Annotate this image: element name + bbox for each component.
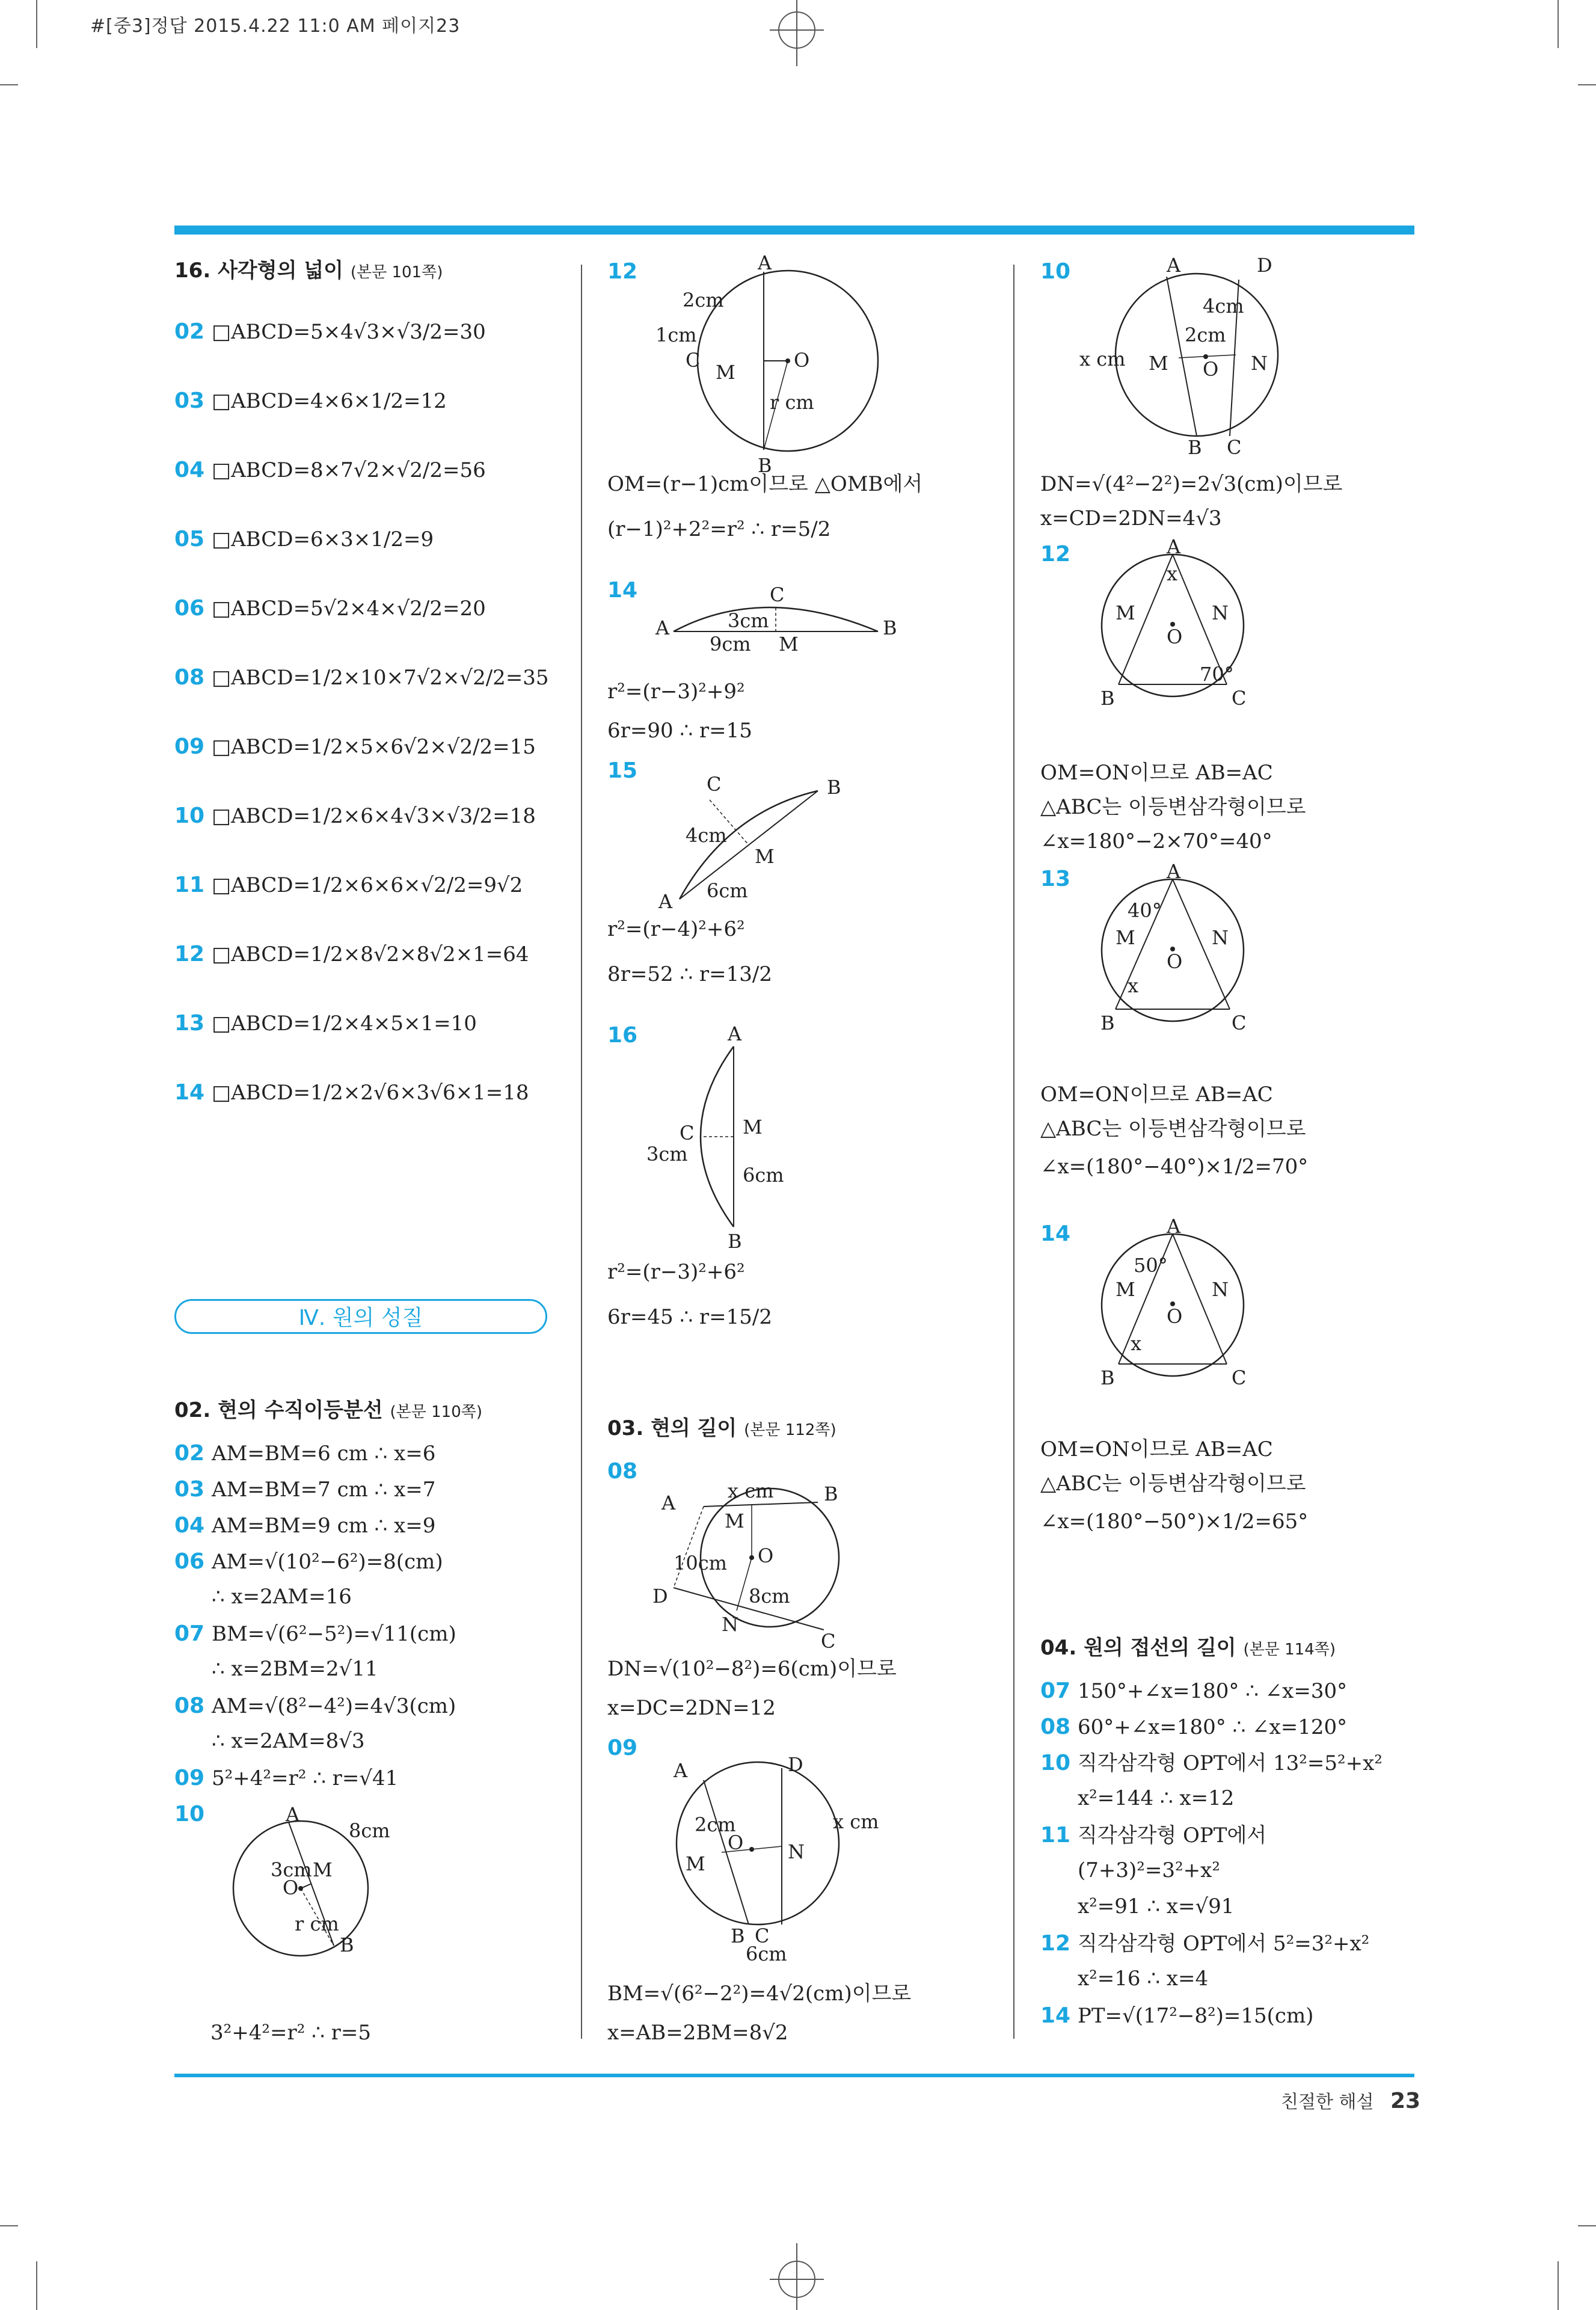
- answer-text: 60°+∠x=180° ∴ ∠x=120°: [1078, 1715, 1348, 1739]
- section-title: [174, 1398, 482, 1423]
- answer-row: [1040, 1678, 1347, 1704]
- label: 40°: [1128, 899, 1162, 922]
- label: O: [1203, 358, 1219, 381]
- question-number: 12: [1040, 542, 1071, 567]
- question-number: 02: [174, 319, 205, 344]
- answer-row: [174, 803, 536, 829]
- label: 2cm: [1185, 324, 1226, 346]
- crop-mark: [36, 0, 37, 48]
- label: A: [1167, 860, 1181, 883]
- label: A: [758, 251, 772, 274]
- label: M: [1149, 352, 1168, 375]
- answer-text: □ABCD=1/2×6×4√3×√3/2=18: [212, 804, 536, 828]
- triangle-diagram: [1076, 860, 1329, 1052]
- answer-row: [174, 1476, 435, 1502]
- answer-text: AM=BM=6 cm ∴ x=6: [212, 1442, 436, 1466]
- question-number: 10: [1040, 259, 1071, 284]
- crop-mark: [36, 2261, 37, 2310]
- label: M: [686, 1852, 705, 1875]
- answer-text: □ABCD=1/2×6×6×√2/2=9√2: [212, 873, 523, 897]
- answer-text: PT=√(17²−8²)=15(cm): [1078, 2004, 1314, 2028]
- question-number: 10: [1040, 1751, 1071, 1775]
- label: 3cm: [728, 609, 769, 632]
- label: M: [1116, 1278, 1135, 1301]
- answer-row: [174, 1010, 477, 1036]
- explanation-line: x=AB=2BM=8√2: [607, 2021, 788, 2045]
- answer-row: [174, 595, 486, 621]
- explanation-line: DN=√(10²−8²)=6(cm)이므로: [607, 1657, 897, 1681]
- label: C: [1227, 436, 1242, 459]
- answer-row: [174, 1585, 352, 1609]
- arc-diagram: [643, 764, 896, 914]
- equation: 3²+4²=r² ∴ r=5: [210, 2021, 372, 2045]
- answer-text: AM=√(8²−4²)=4√3(cm): [212, 1694, 456, 1718]
- label: B: [1100, 1012, 1115, 1034]
- label: 3cm: [646, 1143, 688, 1166]
- answer-text: ∴ x=2AM=8√3: [212, 1729, 365, 1753]
- crop-mark: [1578, 84, 1596, 85]
- answer-row: [1040, 1786, 1234, 1811]
- label: A: [661, 1491, 676, 1514]
- crop-mark: [1558, 0, 1559, 48]
- label: x: [1167, 562, 1178, 585]
- question-number: 06: [174, 596, 205, 621]
- explanation-line: 6r=45 ∴ r=15/2: [607, 1305, 772, 1329]
- label: C: [680, 1122, 695, 1144]
- label: r cm: [770, 391, 814, 414]
- answer-text: x²=144 ∴ x=12: [1078, 1786, 1235, 1810]
- answer-row: [174, 1693, 456, 1719]
- label: A: [1167, 254, 1181, 277]
- answer-text: 5²+4²=r² ∴ r=√41: [212, 1766, 399, 1790]
- crop-mark: [1558, 2261, 1559, 2310]
- question-number: 02: [174, 1441, 205, 1466]
- explanation-line: OM=ON이므로 AB=AC: [1040, 1437, 1273, 1461]
- question-number: 04: [174, 1513, 205, 1538]
- triangle-diagram: [1076, 1215, 1329, 1407]
- explanation-line: DN=√(4²−2²)=2√3(cm)이므로: [1040, 472, 1343, 496]
- answer-text: □ABCD=5√2×4×√2/2=20: [212, 597, 486, 621]
- answer-row: [1040, 1967, 1208, 1991]
- question-number: 09: [174, 734, 205, 759]
- label: B: [1188, 436, 1202, 459]
- explanation-line: x=DC=2DN=12: [607, 1696, 776, 1720]
- question-number: 08: [174, 665, 205, 690]
- question-number: 11: [1040, 1823, 1071, 1848]
- label: B: [1100, 1366, 1115, 1389]
- section-title-text: 16. 사각형의 넓이: [174, 259, 343, 283]
- answer-text: □ABCD=6×3×1/2=9: [212, 527, 434, 551]
- answer-text: AM=BM=9 cm ∴ x=9: [212, 1514, 436, 1538]
- label: 6cm: [743, 1164, 784, 1187]
- answer-row: [174, 872, 523, 898]
- label: A: [658, 890, 673, 913]
- answer-row: [174, 1729, 365, 1754]
- left-column: [174, 259, 559, 2045]
- label: C: [821, 1630, 836, 1653]
- label: B: [824, 1482, 838, 1505]
- label: 4cm: [1203, 295, 1244, 318]
- label: M: [716, 361, 735, 384]
- explanation-line: 8r=52 ∴ r=13/2: [607, 962, 772, 986]
- label: O: [728, 1831, 744, 1854]
- section-title: [607, 1416, 836, 1441]
- answer-row: [174, 319, 486, 345]
- arc-diagram: [643, 1022, 896, 1257]
- label: M: [1116, 601, 1135, 624]
- label: B: [758, 454, 772, 477]
- label: D: [652, 1585, 668, 1608]
- label: M: [725, 1510, 744, 1532]
- page-footer: [1281, 2087, 1420, 2113]
- answer-text: x²=16 ∴ x=4: [1078, 1967, 1209, 1991]
- answer-text: AM=√(10²−6²)=8(cm): [212, 1550, 443, 1574]
- bottom-rule: [174, 2074, 1414, 2077]
- explanation-line: ∠x=180°−2×70°=40°: [1040, 829, 1272, 853]
- label: 6cm: [746, 1943, 787, 1965]
- explanation-line: (r−1)²+2²=r² ∴ r=5/2: [607, 517, 831, 541]
- answer-row: [174, 1657, 378, 1682]
- label: C: [1232, 1366, 1247, 1389]
- explanation-line: OM=(r−1)cm이므로 △OMB에서: [607, 472, 923, 496]
- label: N: [1212, 926, 1229, 949]
- circle-diagram: [1076, 254, 1353, 459]
- question-number: 07: [1040, 1679, 1071, 1703]
- answer-text: □ABCD=1/2×8√2×8√2×1=64: [212, 942, 529, 966]
- answer-text: x²=91 ∴ x=√91: [1078, 1894, 1235, 1918]
- footer-label: 친절한 해설: [1281, 2092, 1374, 2113]
- answer-text: □ABCD=1/2×10×7√2×√2/2=35: [212, 666, 549, 690]
- question-number: 12: [1040, 1931, 1071, 1956]
- triangle-diagram: [1076, 535, 1329, 728]
- label: B: [1100, 687, 1115, 710]
- answer-text: □ABCD=5×4√3×√3/2=30: [212, 320, 486, 344]
- label: 2cm: [683, 289, 724, 312]
- answer-row: [174, 1080, 529, 1105]
- print-slug: #[중3]정답 2015.4.22 11:0 AM 페이지23: [90, 16, 461, 37]
- answer-text: □ABCD=1/2×5×6√2×√2/2=15: [212, 735, 536, 759]
- label: O: [794, 349, 810, 372]
- question-number: 09: [174, 1766, 205, 1790]
- answer-row: [174, 1513, 435, 1538]
- explanation-line: △ABC는 이등변삼각형이므로: [1040, 1472, 1306, 1496]
- answer-text: ∴ x=2BM=2√11: [212, 1657, 378, 1681]
- question-number: 15: [607, 758, 638, 783]
- label: C: [755, 1924, 770, 1947]
- question-number: 10: [174, 803, 205, 828]
- answer-row: [1040, 1858, 1220, 1883]
- question-number: 03: [174, 1477, 205, 1502]
- label: 9cm: [710, 633, 751, 656]
- label: A: [655, 616, 670, 639]
- label: M: [779, 633, 799, 656]
- answer-row: [1040, 1931, 1369, 1956]
- label: N: [722, 1613, 738, 1636]
- label: C: [707, 773, 722, 796]
- label: x cm: [833, 1810, 879, 1833]
- question-number: 14: [1040, 2003, 1071, 2028]
- explanation-line: OM=ON이므로 AB=AC: [1040, 1083, 1273, 1107]
- answer-row: [174, 388, 447, 414]
- page-reference: (본문 114쪽): [1243, 1641, 1336, 1659]
- circle-diagram: [643, 1744, 896, 1965]
- label: 8cm: [349, 1819, 390, 1842]
- explanation-line: r²=(r−4)²+6²: [607, 917, 745, 941]
- question-number: 14: [1040, 1221, 1071, 1246]
- question-number: 08: [1040, 1715, 1071, 1739]
- answer-text: BM=√(6²−5²)=√11(cm): [212, 1622, 456, 1646]
- column-divider: [1013, 265, 1014, 2039]
- explanation-line: ∠x=(180°−50°)×1/2=65°: [1040, 1510, 1309, 1534]
- answer-row: [1040, 1750, 1383, 1776]
- answer-text: □ABCD=8×7√2×√2/2=56: [212, 458, 486, 482]
- registration-mark-top: [767, 0, 827, 66]
- question-number: 08: [174, 1694, 205, 1718]
- answer-row: [174, 1765, 398, 1791]
- question-number: 04: [174, 458, 205, 482]
- label: M: [755, 845, 775, 868]
- section-title-text: 04. 원의 접선의 길이: [1040, 1636, 1236, 1660]
- answer-text: ∴ x=2AM=16: [212, 1585, 352, 1609]
- label: D: [788, 1753, 803, 1776]
- label: B: [827, 776, 841, 799]
- section-title-text: 03. 현의 길이: [607, 1416, 737, 1440]
- explanation-line: 6r=90 ∴ r=15: [607, 719, 752, 743]
- label: C: [1232, 1012, 1247, 1034]
- question-number: 08: [607, 1459, 638, 1484]
- question-number: 06: [174, 1549, 205, 1574]
- answer-row: [174, 526, 434, 552]
- answer-text: AM=BM=7 cm ∴ x=7: [212, 1478, 436, 1502]
- label: C: [686, 349, 701, 372]
- label: N: [1212, 1278, 1229, 1301]
- label: B: [731, 1924, 745, 1947]
- label: C: [1232, 687, 1247, 710]
- question-number: 13: [1040, 867, 1071, 891]
- label: 2cm: [695, 1813, 736, 1836]
- explanation-line: r²=(r−3)²+6²: [607, 1260, 745, 1284]
- question-number: 03: [174, 389, 205, 413]
- label: A: [674, 1759, 688, 1782]
- answer-text: (7+3)²=3²+x²: [1078, 1858, 1220, 1882]
- right-column: [1040, 254, 1425, 2039]
- answer-text: □ABCD=1/2×4×5×1=10: [212, 1012, 477, 1036]
- answer-row: [1040, 1894, 1234, 1919]
- answer-row: [1040, 1714, 1347, 1740]
- page-reference: (본문 112쪽): [744, 1421, 836, 1439]
- registration-mark-bottom: [767, 2243, 827, 2310]
- question-number: 10: [174, 1802, 205, 1826]
- label: O: [758, 1544, 774, 1567]
- label: A: [286, 1803, 300, 1826]
- label: 6cm: [707, 879, 748, 902]
- answer-row: [174, 1621, 456, 1647]
- label: 3cm: [271, 1858, 312, 1881]
- crop-mark: [0, 2225, 18, 2226]
- answer-text: 150°+∠x=180° ∴ ∠x=30°: [1078, 1679, 1348, 1703]
- answer-row: [174, 1440, 435, 1466]
- answer-row: [1040, 1822, 1266, 1848]
- question-number: 11: [174, 873, 205, 897]
- answer-row: [1040, 2003, 1313, 2029]
- label: x: [1131, 1332, 1142, 1355]
- label: 10cm: [674, 1552, 727, 1574]
- answer-row: [174, 734, 536, 760]
- explanation-line: OM=ON이므로 AB=AC: [1040, 761, 1273, 785]
- label: M: [313, 1858, 333, 1881]
- answer-row: [174, 665, 549, 690]
- label: M: [743, 1116, 763, 1138]
- answer-row: [174, 1801, 212, 1827]
- question-number: 13: [174, 1011, 205, 1036]
- crop-mark: [0, 84, 18, 85]
- answer-text: □ABCD=1/2×2√6×3√6×1=18: [212, 1081, 529, 1105]
- label: O: [283, 1876, 299, 1899]
- label: N: [1212, 601, 1229, 624]
- label: D: [1257, 254, 1272, 277]
- answer-row: [174, 1549, 443, 1574]
- question-number: 16: [607, 1023, 638, 1048]
- page-reference: (본문 110쪽): [390, 1403, 483, 1421]
- label: A: [728, 1022, 742, 1045]
- explanation-line: ∠x=(180°−40°)×1/2=70°: [1040, 1155, 1309, 1179]
- column-divider: [581, 265, 582, 2039]
- crop-mark: [1578, 2225, 1596, 2226]
- answer-text: 직각삼각형 OPT에서 5²=3²+x²: [1078, 1932, 1370, 1956]
- label: O: [1167, 950, 1183, 973]
- question-number: 12: [174, 942, 205, 966]
- page-reference: (본문 101쪽): [350, 263, 443, 281]
- question-number: 09: [607, 1736, 638, 1760]
- answer-text: □ABCD=4×6×1/2=12: [212, 389, 447, 413]
- label: 70°: [1200, 663, 1234, 686]
- label: O: [1167, 1305, 1183, 1328]
- label: A: [1167, 1215, 1181, 1238]
- label: 4cm: [686, 824, 727, 847]
- explanation-line: △ABC는 이등변삼각형이므로: [1040, 795, 1306, 819]
- label: B: [728, 1230, 742, 1253]
- answer-text: 직각삼각형 OPT에서: [1078, 1823, 1267, 1848]
- label: 1cm: [655, 324, 697, 346]
- label: r cm: [295, 1912, 339, 1935]
- question-number: 05: [174, 527, 205, 551]
- page-number: 23: [1390, 2089, 1421, 2113]
- label: B: [883, 616, 897, 639]
- question-number: 07: [174, 1621, 205, 1646]
- explanation-line: △ABC는 이등변삼각형이므로: [1040, 1117, 1306, 1141]
- answer-row: [174, 457, 486, 483]
- explanation-line: x=CD=2DN=4√3: [1040, 506, 1222, 530]
- explanation-line: r²=(r−3)²+9²: [607, 680, 745, 704]
- label: N: [788, 1840, 805, 1863]
- label: x cm: [728, 1479, 774, 1502]
- label: 50°: [1134, 1254, 1168, 1277]
- question-number: 12: [607, 259, 638, 284]
- label: A: [1167, 535, 1181, 558]
- circle-diagram: [643, 1467, 896, 1660]
- circle-diagram: [643, 251, 896, 477]
- label: x cm: [1079, 348, 1126, 370]
- answer-text: 직각삼각형 OPT에서 13²=5²+x²: [1078, 1751, 1383, 1775]
- top-rule: [174, 226, 1414, 235]
- label: 8cm: [749, 1585, 790, 1608]
- circle-diagram: [210, 1803, 415, 1967]
- label: B: [340, 1934, 354, 1956]
- label: x: [1128, 974, 1139, 997]
- label: N: [1251, 352, 1268, 375]
- arc-diagram: [643, 583, 896, 662]
- question-number: 14: [174, 1080, 205, 1105]
- explanation-line: BM=√(6²−2²)=4√2(cm)이므로: [607, 1982, 912, 2006]
- unit-title-badge: Ⅳ. 원의 성질: [174, 1299, 547, 1334]
- label: O: [1167, 625, 1183, 648]
- section-title-text: 02. 현의 수직이등분선: [174, 1398, 383, 1422]
- question-number: 14: [607, 578, 638, 603]
- answer-row: [174, 941, 529, 967]
- label: C: [770, 583, 785, 606]
- section-title: [174, 259, 443, 283]
- section-title: [1040, 1636, 1336, 1660]
- middle-column: [607, 251, 992, 2045]
- label: M: [1116, 926, 1135, 949]
